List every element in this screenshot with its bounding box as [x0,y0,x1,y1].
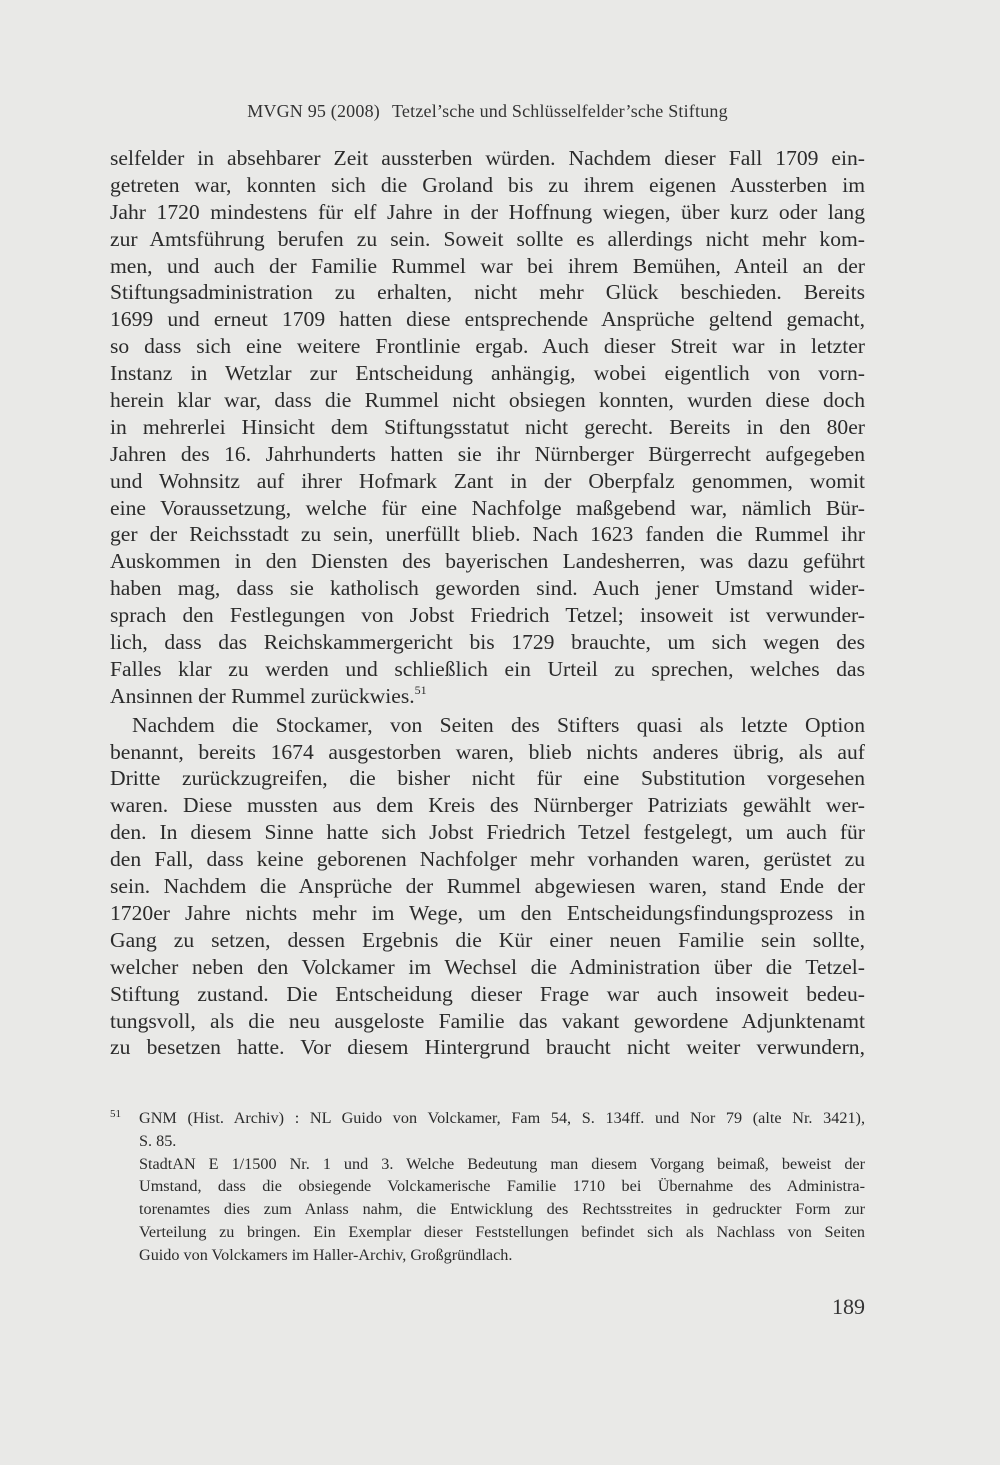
text-line: Falles klar zu werden und schließlich ein Urteil zu sprechen, welches das [110,656,865,681]
text-line: 1699 und erneut 1709 hatten diese entsprechende Ansprüche geltend gemacht, [110,307,865,332]
header-journal: MVGN 95 (2008) [247,101,380,121]
footnote-line: GNM (Hist. Archiv) : NL Guido von Volckamer, Fam 54, S. 134ff. und Nor 79 (alte Nr. 3421), [139,1109,865,1127]
text-line: waren. Diese mussten aus dem Kreis des Nürnberger Patriziats gewählt wer- [110,793,865,818]
text-line-content: Ansinnen der Rummel zurückwies. [110,683,415,708]
text-line: Jahren des 16. Jahrhunderts hatten sie ihr Nürnberger Bürgerrecht aufgegeben [110,441,865,466]
text-line: Gang zu setzen, dessen Ergebnis die Kür einer neuen Familie sein sollte, [110,927,865,952]
text-line: benannt, bereits 1674 ausgestorben waren, blieb nichts anderes übrig, als auf [110,739,865,764]
text-line: getreten war, konnten sich die Groland bis zu ihrem eigenen Aussterben im [110,172,865,197]
text-line: Nachdem die Stockamer, von Seiten des Stifters quasi als letzte Option [132,712,865,737]
footnote-number: 51 [110,1108,121,1120]
footnote-line: Guido von Volckamers im Haller-Archiv, Großgründlach. [139,1245,513,1264]
text-line: ger der Reichsstadt zu sein, unerfüllt blieb. Nach 1623 fanden die Rummel ihr [110,522,865,547]
text-line: herein klar war, dass die Rummel nicht obsiegen konnten, wurden diese doch [110,388,865,413]
text-line: so dass sich eine weitere Frontlinie ergab. Auch dieser Streit war in letzter [110,334,865,359]
text-line: lich, dass das Reichskammergericht bis 1729 brauchte, um sich wegen des [110,630,865,655]
paragraph-2 [110,712,865,1062]
header-title: Tetzel’sche und Schlüsselfelder’sche Stiftung [391,101,728,121]
footnote-line: Verteilung zu bringen. Ein Exemplar dieser Feststellungen befindet sich als Nachlass von Seiten [139,1222,865,1241]
text-line: selfelder in absehbarer Zeit aussterben würden. Nachdem dieser Fall 1709 ein- [110,146,865,170]
text-line: tungsvoll, als die neu ausgeloste Familie das vakant gewordene Adjunktenamt [110,1008,865,1033]
footnote-reference[interactable]: 51 [414,682,427,697]
footnote-line: StadtAN E 1/1500 Nr. 1 und 3. Welche Bedeutung man diesem Vorgang beimaß, beweist der [139,1154,865,1173]
text-line [110,683,865,710]
text-line: men, und auch der Familie Rummel war bei ihrem Bemühen, Anteil an der [110,253,865,278]
text-line: eine Voraussetzung, welche für eine Nachfolge maßgebend war, nämlich Bür- [110,495,865,520]
text-line: haben mag, dass sie katholisch geworden sind. Auch jener Umstand wider- [110,576,865,601]
text-line: sprach den Festlegungen von Jobst Friedrich Tetzel; insoweit ist verwunder- [110,603,865,628]
text-line: sein. Nachdem die Ansprüche der Rummel abgewiesen waren, stand Ende der [110,874,865,899]
text-line: Instanz in Wetzlar zur Entscheidung anhängig, wobei eigentlich von vorn- [110,361,865,386]
footnote-line: S. 85. [139,1131,177,1150]
footnote-line: Umstand, dass die obsiegende Volckamerische Familie 1710 bei Übernahme des Administra- [139,1177,865,1196]
text-line: zur Amtsführung berufen zu sein. Soweit sollte es allerdings nicht mehr kom- [110,226,865,251]
text-line: Jahr 1720 mindestens für elf Jahre in der Hoffnung wiegen, über kurz oder lang [110,199,865,224]
text-line: Stiftung zustand. Die Entscheidung dieser Frage war auch insoweit bedeu- [110,981,865,1006]
text-line: und Wohnsitz auf ihrer Hofmark Zant in der Oberpfalz genommen, womit [110,468,865,493]
paragraph-1 [110,145,865,710]
text-line: Stiftungsadministration zu erhalten, nicht mehr Glück beschieden. Bereits [110,280,865,305]
text-line: zu besetzen hatte. Vor diesem Hintergrund braucht nicht weiter verwundern, [110,1035,865,1060]
text-line: den. In diesem Sinne hatte sich Jobst Friedrich Tetzel festgelegt, um auch für [110,820,865,845]
text-line: in mehrerlei Hinsicht dem Stiftungsstatut nicht gerecht. Bereits in den 80er [110,414,865,439]
footnote-line: torenamtes dies zum Anlass nahm, die Entwicklung des Rechtsstreites in gedruckter Form zur [139,1200,865,1219]
text-line: den Fall, dass keine geborenen Nachfolger mehr vorhanden waren, gerüstet zu [110,847,865,872]
running-header [110,101,865,122]
body-text [110,145,865,1061]
text-line: welcher neben den Volckamer im Wechsel die Administration über die Tetzel- [110,954,865,979]
text-line: 1720er Jahre nichts mehr im Wege, um den Entscheidungsfindungsprozess in [110,900,865,925]
text-line: Dritte zurückzugreifen, die bisher nicht für eine Substitution vorgesehen [110,766,865,791]
page-number: 189 [832,1294,865,1319]
footnotes [110,1107,865,1267]
text-line: Auskommen in den Diensten des bayerischen Landesherren, was dazu geführt [110,549,865,574]
